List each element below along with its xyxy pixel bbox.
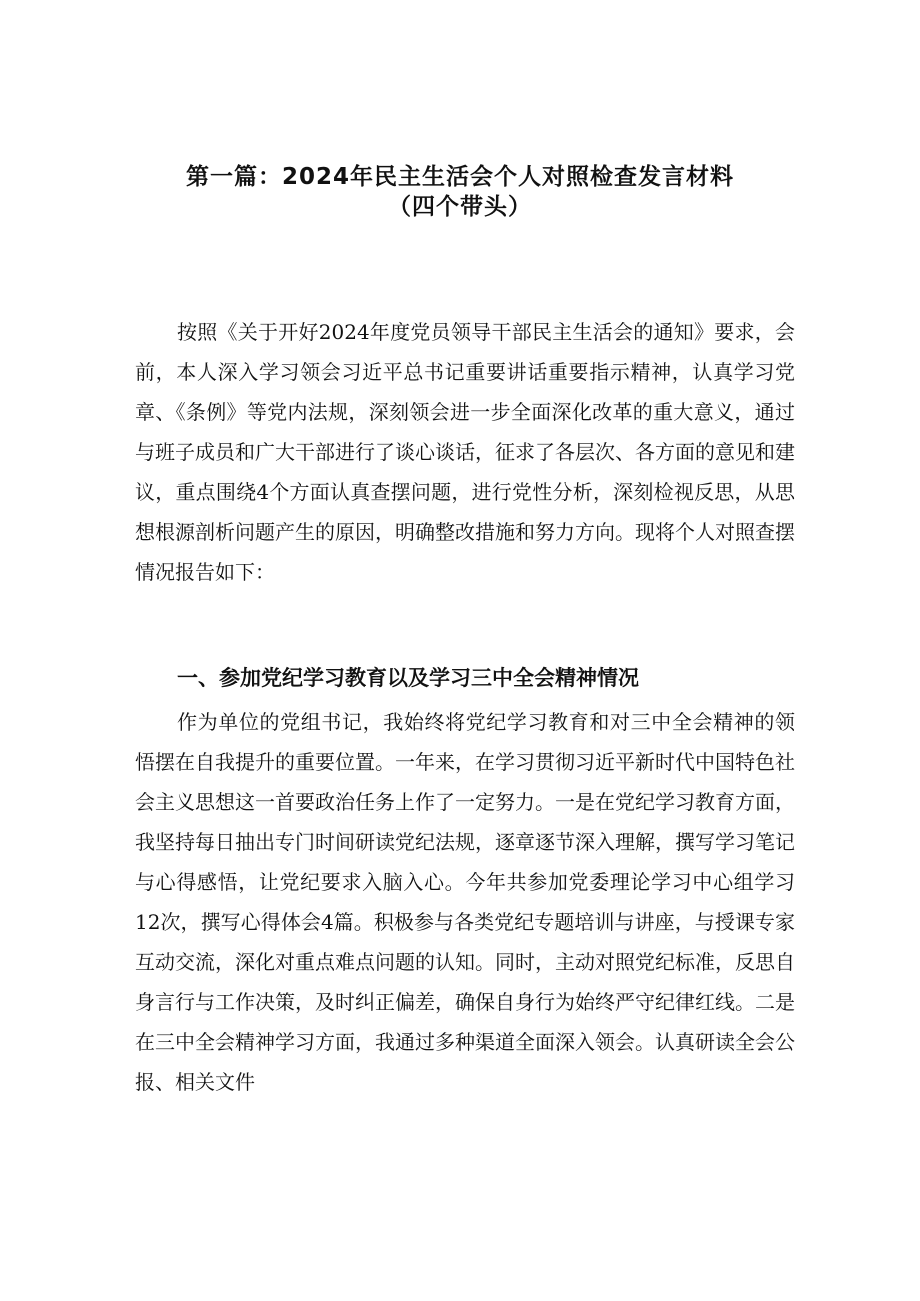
- section-heading: 一、参加党纪学习教育以及学习三中全会精神情况: [177, 666, 639, 690]
- document-subtitle: （四个带头）: [388, 194, 532, 220]
- section-paragraph: 作为单位的党组书记，我始终将党纪学习教育和对三中全会精神的领悟摆在自我提升的重要位置。一年来，在学习贯彻习近平新时代中国特色社会主义思想这一首要政治任务上作了一定努力。一是在党纪学习教育方面，我坚持每日抽出专门时间研读党纪法规，逐章逐节深入理解，撰写学习笔记与心得感悟，让党纪要求入脑入心。今年共参加党委理论学习中心组学习12次，撰写心得体会4篇。积极参与各类党纪专题培训与讲座，与授课专家互动交流，深化对重点难点问题的认知。同时，主动对照党纪标准，反思自身言行与工作决策，及时纠正偏差，确保自身行为始终严守纪律红线。二是在三中全会精神学习方面，我通过多种渠道全面深入领会。认真研读全会公报、相关文件: [135, 710, 795, 1094]
- intro-paragraph-block: [135, 312, 795, 592]
- document-title: 第一篇：2024年民主生活会个人对照检查发言材料: [185, 164, 734, 190]
- section-paragraph-block: [135, 702, 795, 1102]
- intro-paragraph: 按照《关于开好2024年度党员领导干部民主生活会的通知》要求，会前，本人深入学习领会习近平总书记重要讲话重要指示精神，认真学习党章、《条例》等党内法规，深刻领会进一步全面深化改革的重大意义，通过与班子成员和广大干部进行了谈心谈话，征求了各层次、各方面的意见和建议，重点围绕4个方面认真查摆问题，进行党性分析，深刻检视反思，从思想根源剖析问题产生的原因，明确整改措施和努力方向。现将个人对照查摆情况报告如下：: [135, 320, 795, 584]
